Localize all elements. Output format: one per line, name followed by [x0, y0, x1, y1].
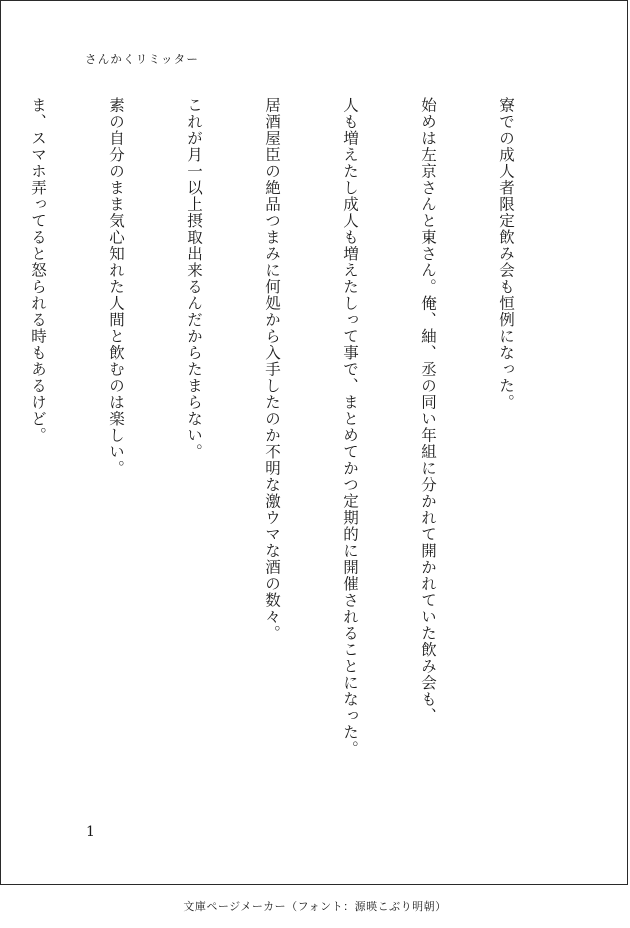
text-line: 素の自分のまま気心知れた人間と飲むのは楽しい。: [107, 97, 125, 477]
text-line: 寮での成人者限定飲み会も恒例になった。: [497, 97, 515, 411]
text-line: 人も増えたし成人も増えたしって事で、まとめてかつ定期的に開催されることになった。: [341, 97, 359, 757]
text-line: 始めは左京さんと東さん。俺、紬、丞の同い年組に分かれて開かれていた飲み会も、: [419, 97, 437, 724]
footer-credit: 文庫ページメーカー（フォント：源暎こぶり明朝）: [183, 900, 447, 913]
text-line: ま、スマホ弄ってると怒られる時もあるけど。: [29, 97, 47, 444]
page-header-title: さんかくリミッター: [85, 52, 200, 66]
text-line: 居酒屋臣の絶品つまみに何処から入手したのか不明な激ウマな酒の数々。: [263, 97, 281, 642]
text-line: これが月一以上摂取出来るんだからたまらない。: [185, 97, 203, 460]
vertical-body-text: [0, 97, 571, 817]
page-number: 1: [86, 824, 95, 840]
